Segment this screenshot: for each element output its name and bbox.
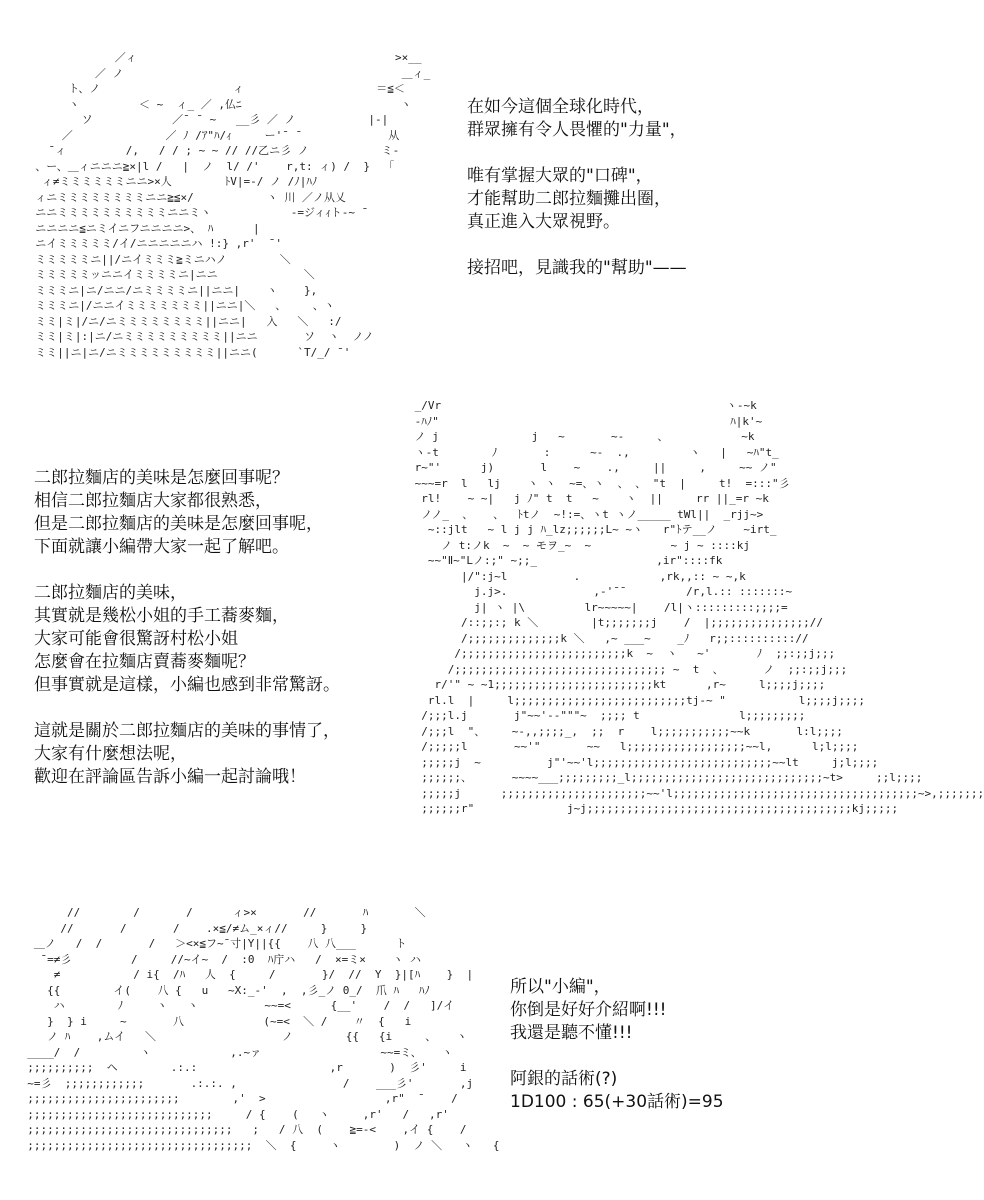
dice-roll-result: 1D100 : 65(+30話術)=95	[510, 1092, 724, 1112]
text-line: 歡迎在評論區告訴小編一起討論哦！	[34, 767, 306, 787]
narration-middle	[34, 467, 340, 789]
narration-bottom	[510, 976, 724, 1114]
text-line: 你倒是好好介紹啊!!!	[510, 1000, 667, 1020]
text-line: 相信二郎拉麵店大家都很熟悉，	[34, 491, 272, 511]
text-line: 真正進入大眾視野。	[467, 212, 620, 232]
text-line: 才能幫助二郎拉麵攤出圈，	[467, 189, 671, 209]
ascii-art-character-bottom: // / / ィ>× // ﾊ ＼ // / / .×≦/≠ム_×ィ// } } ＿ノ / / / ＞<×≦フ~¯寸|Y||{{ 八 八___ ト ¯=≠彡 / //~イ~ / :0 ﾊ庁ハ / ×=ミ× ヽ ハ ≠ / i{ /ﾊ 人 { / }/ // Y }|[ﾊ } | {{ イ( 八 { u ~X:_-' , ,彡_ノ 0_/ 爪 ﾊ ﾊﾉ ハ ﾉ ヽ ヽ ~~=< {__' / / ]/イ } } i ~ 八 (~=< ＼ / 〃 { i ノ ﾊ ,ムイ ＼ ノ {{ {i 、 ヽ ____/ / ヽ ,.~ァ ~~=ミ、 ヽ ;;;;;;;;;; ヘ .:.: ,r ) 彡' i ~=彡 ;;;;;;;;;;;; .:.:. , / ___彡' ,j ;;;;;;;;;;;;;;;;;;;;;;; ,' > ,r" ¯ / ;;;;;;;;;;;;;;;;;;;;;;;;;;;; / { ( ヽ ,r' / ,r' ;;;;;;;;;;;;;;;;;;;;;;;;;;;;;;; ; / 八 ( ≧=-< ,イ { / ;;;;;;;;;;;;;;;;;;;;;;;;;;;;;;;;;; ＼ { ヽ ) ノ ＼ ヽ {	[27, 906, 500, 1152]
text-line	[510, 1045, 724, 1068]
text-line: 唯有掌握大眾的"口碑"，	[467, 166, 653, 186]
narration-top	[467, 96, 687, 280]
text-line: 群眾擁有令人畏懼的"力量"，	[467, 120, 687, 140]
text-line: 下面就讓小編帶大家一起了解吧。	[34, 537, 289, 557]
text-line: 這就是關於二郎拉麵店的美味的事情了，	[34, 721, 340, 741]
text-line: 但是二郎拉麵店的美味是怎麼回事呢，	[34, 514, 323, 534]
text-line: 二郎拉麵店的美味是怎麼回事呢？	[34, 468, 289, 488]
text-line: 大家有什麼想法呢，	[34, 744, 187, 764]
text-line: 所以"小編"，	[510, 977, 611, 997]
text-line	[467, 142, 687, 165]
text-line: 但事實就是這樣，小編也感到非常驚訝。	[34, 675, 340, 695]
text-line: 怎麼會在拉麵店賣蕎麥麵呢？	[34, 652, 255, 672]
text-line: 我還是聽不懂!!!	[510, 1023, 633, 1043]
text-line	[467, 234, 687, 257]
text-line: 大家可能會很驚訝村松小姐	[34, 629, 238, 649]
text-line	[34, 559, 340, 582]
text-line: 接招吧，見識我的"幫助"——	[467, 258, 687, 278]
text-line	[34, 697, 340, 720]
text-line: 二郎拉麵店的美味，	[34, 583, 187, 603]
text-line: 其實就是幾松小姐的手工蕎麥麵，	[34, 606, 289, 626]
text-line: 阿銀的話術(?)	[510, 1069, 618, 1089]
ascii-art-character-right: _/Vr ヽ-~k ‐ﾊﾉ" ﾊ|k'~ ノ j j ~ ~- 、 ~k ヽ-t ﾉ : ~- ., ヽ | ~ﾊ"t_ r~"' j) l ~ ., || , ~~ ノ" ~~~=r l lj ヽ ヽ ~=、ヽ 、 、 "t | t! =:::"彡 rl! ~ ~| j ﾉ" t t ~ ヽ || rr ||_=r ~k ノノ_ 、 、 ﾄtノ ~!:=、ヽt ヽノ_____ tWl|| _rjj~> ~::jlt ~ l j j ﾊ_lz;;;;;;L~ ~ヽ r"ﾄテ__ノ ~irt_ ノ t:ノk ~ ~ モヲ_~ ~ ~ j ~ ::::kj ~~"Ⅱ~"Lノ:;" ~;;_ ,ir"::::fk |/":j~l . ,rk,,:: ~ ~,k j.j>. ,-'¯¯ /r,l.:: :::::::~ j| ヽ |\ lr~~~~~| /l|ヽ:::::::::;;;;= /::;;:; k ＼ |t;;;;;;;j / |;;;;;;;;;;;;;;;// /;;;;;;;;;;;;;;k ＼ ,~ ___~ _ﾉ r;;::::::::::// /;;;;;;;;;;;;;;;;;;;;;;;;;k ~ ヽ ~' ﾉ ;;:;;j;;; /;;;;;;;;;;;;;;;;;;;;;;;;;;;;;;;; ~ t 、 ノ ;;:;;j;;; r/'" ~ ~1;;;;;;;;;;;;;;;;;;;;;;;;kt ,r~ l;;;;j;;;; rl.l | l;;;;;;;;;;;;;;;;;;;;;;;;;;tj-~ " l;;;;j;;;; /;;;l.j j"~~'--"""~ ;;;; t l;;;;;;;;; /;;;l "、 ~-,,;;;;_, ;; r l;;;;;;;;;;;~~k l:l;;;; /;;;;;l ~~'" ~~ l;;;;;;;;;;;;;;;;;;~~l, l;l;;;; ;;;;;j ~ j"'~~'l;;;;;;;;;;;;;;;;;;;;;;;;;;;~~lt j;l;;;; ;;;;;;、 ~~~~___;;;;;;;;;_l;;;;;;;;;;;;;;;;;;;;;;;;;;;;;~t> ;;l;;;; ;;;;;j ;;;;;;;;;;;;;;;;;;;;;;~~'l;;;;;;;;;;;;;;;;;;;;;;;;;;;;;;;;;;;;;~>,;;;;;;; ;;;;;;r" j~j;;;;;;;;;;;;;;;;;;;;;;;;;;;;;;;;;;;;;;;;kj;;;;;	[414, 399, 984, 815]
ascii-art-character-top: ／ィ >×__ ／ ノ ＿ィ_ ト、ノ ィ ＝≦＜ ヽ ＜ ~ ィ_ ／ ,仏ﾆ ヽ ソ ／¯ ¯ ~ __彡 ／ ノ |-| ／ ／ ﾉ /ｱ"ﾊ/ｨ ー'¯ ¯ 从 ¯ィ /, / / ; ~ ~ // //乙ニ彡 ノ ミ- 、ー、＿ィニニニ≧×|l / | ノ l/ /' r,t: ィ) / } 「 ィ≠ミミミミミミニニ>×人 ﾄV|=-/ ノ /ﾉ|ﾊﾉ ィニミミミミミミミミニニ≧≦×/ ヽ 川 ／ノ从乂 ニニミミミミミミミミミミニニミヽ -=ジィｨト-~ ¯ ニニニニ≦ニミイニフニニニニ>、 ﾊ | ニイミミミミミ/イ/ニニニニニハ !:} ,r' ¯' ミミミミミニ||/ニイミミミ≧ミニハノ ＼ ミミミミミッニニイミミミミニ|ニニ ＼ ミミミニ|ニ/ニニ/ニミミミミニ||ニニ| ヽ }, ミミミニ|/ニニイミミミミミミミ||ニニ|＼ 、 、ヽ ミミ|ミ|/ニ/ニミミミミミミミミ||ニニ| 入 ＼ :/ ミミ|ミ|:|ニ/ニミミミミミミミミミ||ニニ ソ ヽ ノノ ミミ||ニ|ニ/ニミミミミミミミミミ||ニニ( `T/_/ ¯'	[35, 51, 431, 359]
text-line: 在如今這個全球化時代，	[467, 97, 654, 117]
